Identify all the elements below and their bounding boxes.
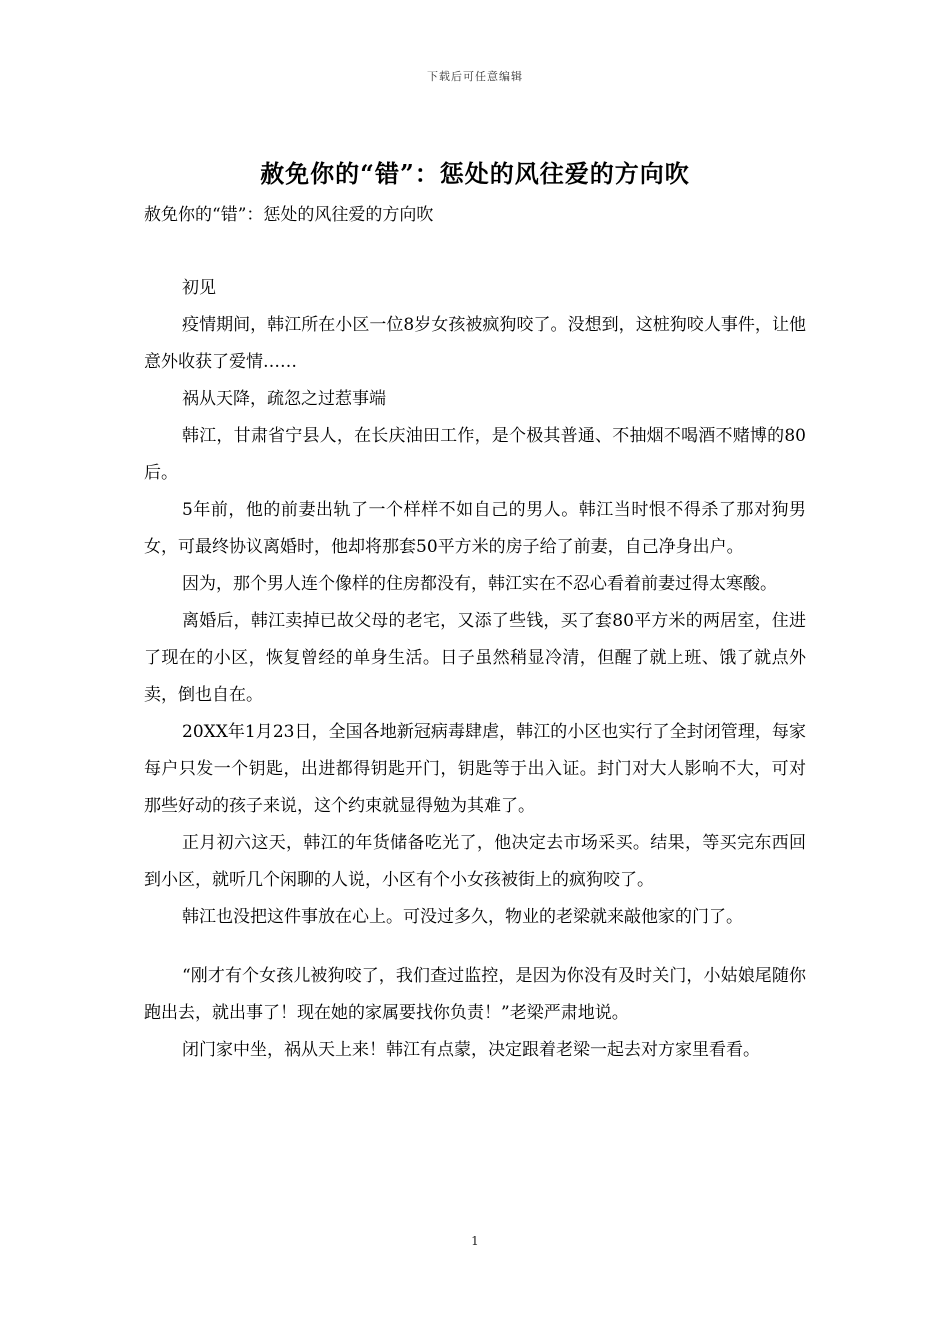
document-subtitle: 赦免你的“错”：惩处的风往爱的方向吹 [144, 205, 434, 225]
paragraph: “刚才有个女孩儿被狗咬了，我们查过监控，是因为你没有及时关门，小姑娘尾随你跑出去，就出事了！现在她的家属要找你负责！”老梁严肃地说。 [144, 966, 806, 1023]
paragraph: 因为，那个男人连个像样的住房都没有，韩江实在不忍心看着前妻过得太寒酸。 [182, 574, 777, 594]
paragraph: 离婚后，韩江卖掉已故父母的老宅，又添了些钱，买了套80平方米的两居室，住进了现在的小区，恢复曾经的单身生活。日子虽然稍显冷清，但醒了就上班、饿了就点外卖，倒也自在。 [144, 611, 806, 705]
paragraph: 韩江也没把这件事放在心上。可没过多久，物业的老梁就来敲他家的门了。 [182, 907, 743, 927]
page-number: 1 [471, 1234, 479, 1248]
header-note: 下载后可任意编辑 [427, 70, 523, 83]
paragraph: 5年前，他的前妻出轨了一个样样不如自己的男人。韩江当时恨不得杀了那对狗男女，可最终协议离婚时，他却将那套50平方米的房子给了前妻，自己净身出户。 [144, 500, 806, 557]
paragraph: 20XX年1月23日，全国各地新冠病毒肆虐，韩江的小区也实行了全封闭管理，每家每户只发一个钥匙，出进都得钥匙开门，钥匙等于出入证。封门对大人影响不大，可对那些好动的孩子来说，这个约束就显得勉为其难了。 [144, 722, 806, 816]
paragraph: 正月初六这天，韩江的年货储备吃光了，他决定去市场采买。结果，等买完东西回到小区，就听几个闲聊的人说，小区有个小女孩被街上的疯狗咬了。 [144, 833, 806, 890]
document-body [144, 270, 806, 1069]
paragraph: 闭门家中坐，祸从天上来！韩江有点蒙，决定跟着老梁一起去对方家里看看。 [182, 1040, 760, 1060]
paragraph: 初见 [182, 278, 216, 298]
paragraph: 疫情期间，韩江所在小区一位8岁女孩被疯狗咬了。没想到，这桩狗咬人事件，让他意外收获了爱情…… [144, 315, 806, 372]
paragraph: 韩江，甘肃省宁县人，在长庆油田工作，是个极其普通、不抽烟不喝酒不赌博的80后。 [144, 426, 806, 483]
paragraph: 祸从天降，疏忽之过惹事端 [182, 389, 386, 409]
page-title: 赦免你的“错”：惩处的风往爱的方向吹 [260, 159, 690, 188]
